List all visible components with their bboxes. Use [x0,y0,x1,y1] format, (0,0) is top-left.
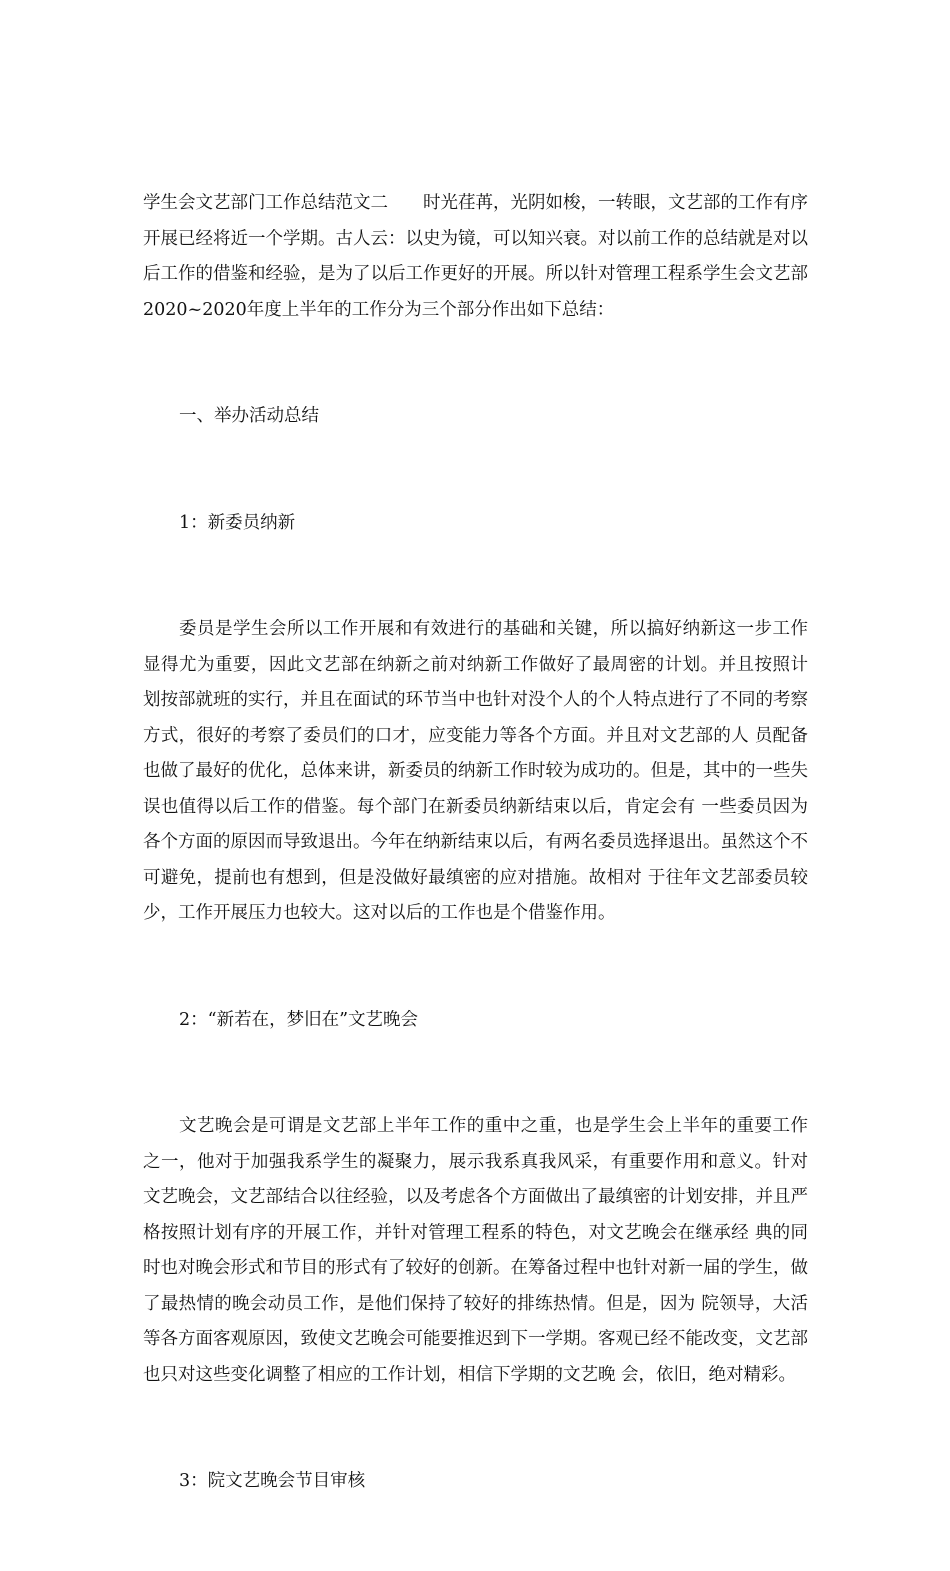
recruitment-paragraph: 委员是学生会所以工作开展和有效进行的基础和关键，所以搞好纳新这一步工作显得尤为重要，因此文艺部在纳新之前对纳新工作做好了最周密的计划。并且按照计 划按部就班的实行，并且在面试的环节当中也针对没个人的个人特点进行了不同的考察方式，很好的考察了委员们的口才，应变能力等各个方面。并且对文艺部的人 员配备也做了最好的优化，总体来讲，新委员的纳新工作时较为成功的。但是，其中的一些失误也值得以后工作的借鉴。每个部门在新委员纳新结束以后，肯定会有 一些委员因为各个方面的原因而导致退出。今年在纳新结束以后，有两名委员选择退出。虽然这个不可避免，提前也有想到，但是没做好最缜密的应对措施。故相对 于往年文艺部委员较少，工作开展压力也较大。这对以后的工作也是个借鉴作用。 [143,619,814,923]
document-body [143,115,814,1571]
subsection-heading-review: 3：院文艺晚会节目审核 [179,1471,366,1491]
intro-paragraph: 学生会文艺部门工作总结范文二 时光荏苒，光阴如梭，一转眼，文艺部的工作有序开展已经将近一个学期。古人云：以史为镜，可以知兴衰。对以前工作的总结就是对以后工作的借鉴和经验，是为了以后工作更好的开展。所以针对管理工程系学生会文艺部2020~2020年度上半年的工作分为三个部分作出如下总结： [143,193,808,320]
gala-paragraph: 文艺晚会是可谓是文艺部上半年工作的重中之重，也是学生会上半年的重要工作之一，他对于加强我系学生的凝聚力，展示我系真我风采，有重要作用和意义。针对 文艺晚会，文艺部结合以往经验，以及考虑各个方面做出了最缜密的计划安排，并且严格按照计划有序的开展工作，并针对管理工程系的特色，对文艺晚会在继承经 典的同时也对晚会形式和节目的形式有了较好的创新。在筹备过程中也针对新一届的学生，做了最热情的晚会动员工作，是他们保持了较好的排练热情。但是，因为 院领导，大活等各方面客观原因，致使文艺晚会可能要推迟到下一学期。客观已经不能改变，文艺部也只对这些变化调整了相应的工作计划，相信下学期的文艺晚 会，依旧，绝对精彩。 [143,1116,814,1385]
subsection-heading-recruitment: 1：新委员纳新 [179,512,296,533]
subsection-heading-gala: 2：“新若在，梦旧在”文艺晚会 [179,1009,419,1030]
section-heading-activities: 一、举办活动总结 [179,406,319,426]
